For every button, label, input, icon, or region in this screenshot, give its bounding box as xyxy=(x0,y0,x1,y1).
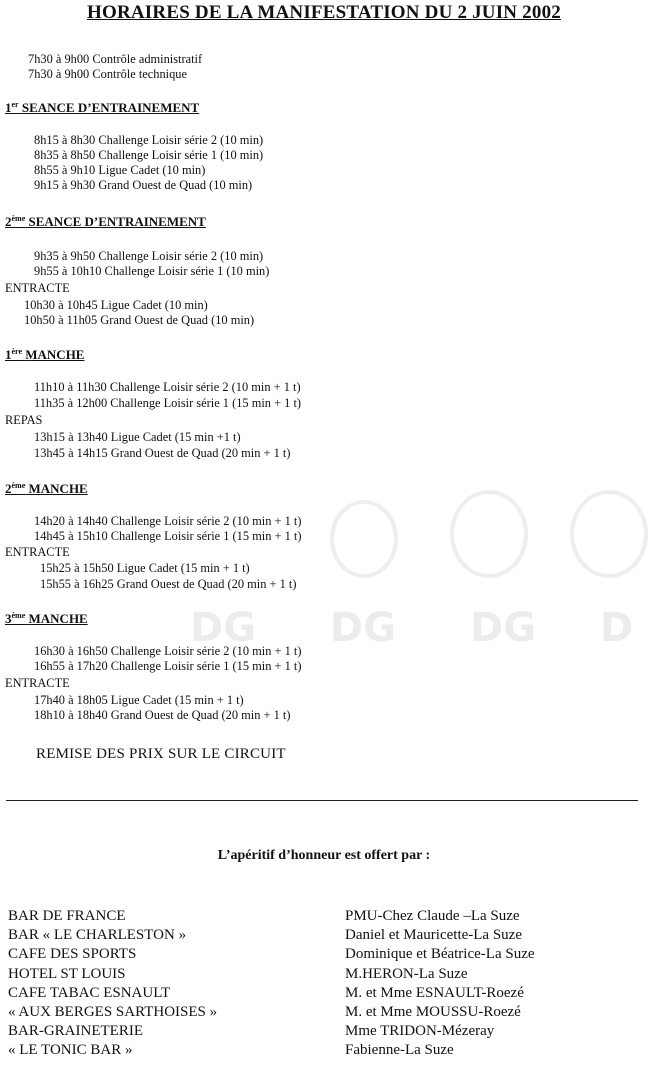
sponsor-name: « AUX BERGES SARTHOISES » xyxy=(8,1004,218,1021)
section-heading-seance-2: 2ème SEANCE D’ENTRAINEMENT xyxy=(5,214,206,229)
schedule-line: 14h45 à 15h10 Challenge Loisir série 1 (15 min + 1 t) xyxy=(34,529,302,543)
schedule-line: 8h55 à 9h10 Ligue Cadet (10 min) xyxy=(34,163,206,177)
schedule-line: 11h35 à 12h00 Challenge Loisir série 1 (15 min + 1 t) xyxy=(34,396,302,410)
aperitif-heading: L’apéritif d’honneur est offert par : xyxy=(217,848,431,863)
section-heading-seance-1: 1er SEANCE D’ENTRAINEMENT xyxy=(5,100,200,115)
section-heading-manche-2: 2ème MANCHE xyxy=(5,481,88,496)
schedule-line: 8h15 à 8h30 Challenge Loisir série 2 (10 min) xyxy=(34,133,264,147)
sponsor-name: M. et Mme MOUSSU-Roezé xyxy=(345,1004,521,1021)
sponsor-name: M. et Mme ESNAULT-Roezé xyxy=(345,984,524,1001)
sponsor-name: BAR DE FRANCE xyxy=(8,908,126,924)
sponsor-name: PMU-Chez Claude –La Suze xyxy=(345,908,520,924)
sponsor-name: BAR-GRAINETERIE xyxy=(8,1023,143,1040)
schedule-line: 9h55 à 10h10 Challenge Loisir série 1 (10 min) xyxy=(34,264,270,278)
schedule-line: 7h30 à 9h00 Contrôle technique xyxy=(28,67,187,81)
schedule-line: 9h15 à 9h30 Grand Ouest de Quad (10 min) xyxy=(34,178,253,192)
divider xyxy=(6,800,638,801)
sponsor-name: Dominique et Béatrice-La Suze xyxy=(345,946,535,963)
section-heading-manche-3: 3ème MANCHE xyxy=(5,611,88,626)
remise-des-prix: REMISE DES PRIX SUR LE CIRCUIT xyxy=(36,746,286,762)
break-label: REPAS xyxy=(5,413,43,427)
schedule-line: 10h30 à 10h45 Ligue Cadet (10 min) xyxy=(24,298,208,312)
break-label: ENTRACTE xyxy=(5,281,70,295)
schedule-line: 17h40 à 18h05 Ligue Cadet (15 min + 1 t) xyxy=(34,693,244,707)
sponsor-name: BAR « LE CHARLESTON » xyxy=(8,927,187,944)
section-heading-manche-1: 1ère MANCHE xyxy=(5,347,85,362)
sponsor-name: Daniel et Mauricette-La Suze xyxy=(345,927,522,944)
sponsor-name: « LE TONIC BAR » xyxy=(8,1042,133,1059)
sponsor-name: Mme TRIDON-Mézeray xyxy=(345,1023,495,1040)
schedule-line: 16h55 à 17h20 Challenge Loisir série 1 (15 min + 1 t) xyxy=(34,659,302,673)
schedule-line: 18h10 à 18h40 Grand Ouest de Quad (20 min + 1 t) xyxy=(34,708,291,722)
schedule-line: 16h30 à 16h50 Challenge Loisir série 2 (10 min + 1 t) xyxy=(34,644,302,658)
schedule-line: 15h25 à 15h50 Ligue Cadet (15 min + 1 t) xyxy=(40,561,250,575)
break-label: ENTRACTE xyxy=(5,545,70,559)
sponsor-name: Fabienne-La Suze xyxy=(345,1042,454,1059)
schedule-line: 13h45 à 14h15 Grand Ouest de Quad (20 min + 1 t) xyxy=(34,446,291,460)
schedule-line: 11h10 à 11h30 Challenge Loisir série 2 (10 min + 1 t) xyxy=(34,380,301,394)
schedule-line: 10h50 à 11h05 Grand Ouest de Quad (10 min) xyxy=(24,313,255,327)
schedule-line: 15h55 à 16h25 Grand Ouest de Quad (20 min + 1 t) xyxy=(40,577,297,591)
schedule-line: 9h35 à 9h50 Challenge Loisir série 2 (10 min) xyxy=(34,249,264,263)
schedule-line: 14h20 à 14h40 Challenge Loisir série 2 (10 min + 1 t) xyxy=(34,514,302,528)
sponsor-name: HOTEL ST LOUIS xyxy=(8,965,126,982)
sponsor-left-list xyxy=(8,907,217,1061)
sponsor-right-list xyxy=(345,907,535,1061)
sponsor-name: CAFE TABAC ESNAULT xyxy=(8,984,171,1001)
page-title: HORAIRES DE LA MANIFESTATION DU 2 JUIN 2002 xyxy=(87,2,561,23)
sponsor-name: M.HERON-La Suze xyxy=(345,965,468,982)
schedule-line: 13h15 à 13h40 Ligue Cadet (15 min +1 t) xyxy=(34,430,241,444)
sponsor-name: CAFE DES SPORTS xyxy=(8,946,137,963)
schedule-line: 7h30 à 9h00 Contrôle administratif xyxy=(28,52,203,66)
schedule-line: 8h35 à 8h50 Challenge Loisir série 1 (10 min) xyxy=(34,148,264,162)
break-label: ENTRACTE xyxy=(5,676,70,690)
